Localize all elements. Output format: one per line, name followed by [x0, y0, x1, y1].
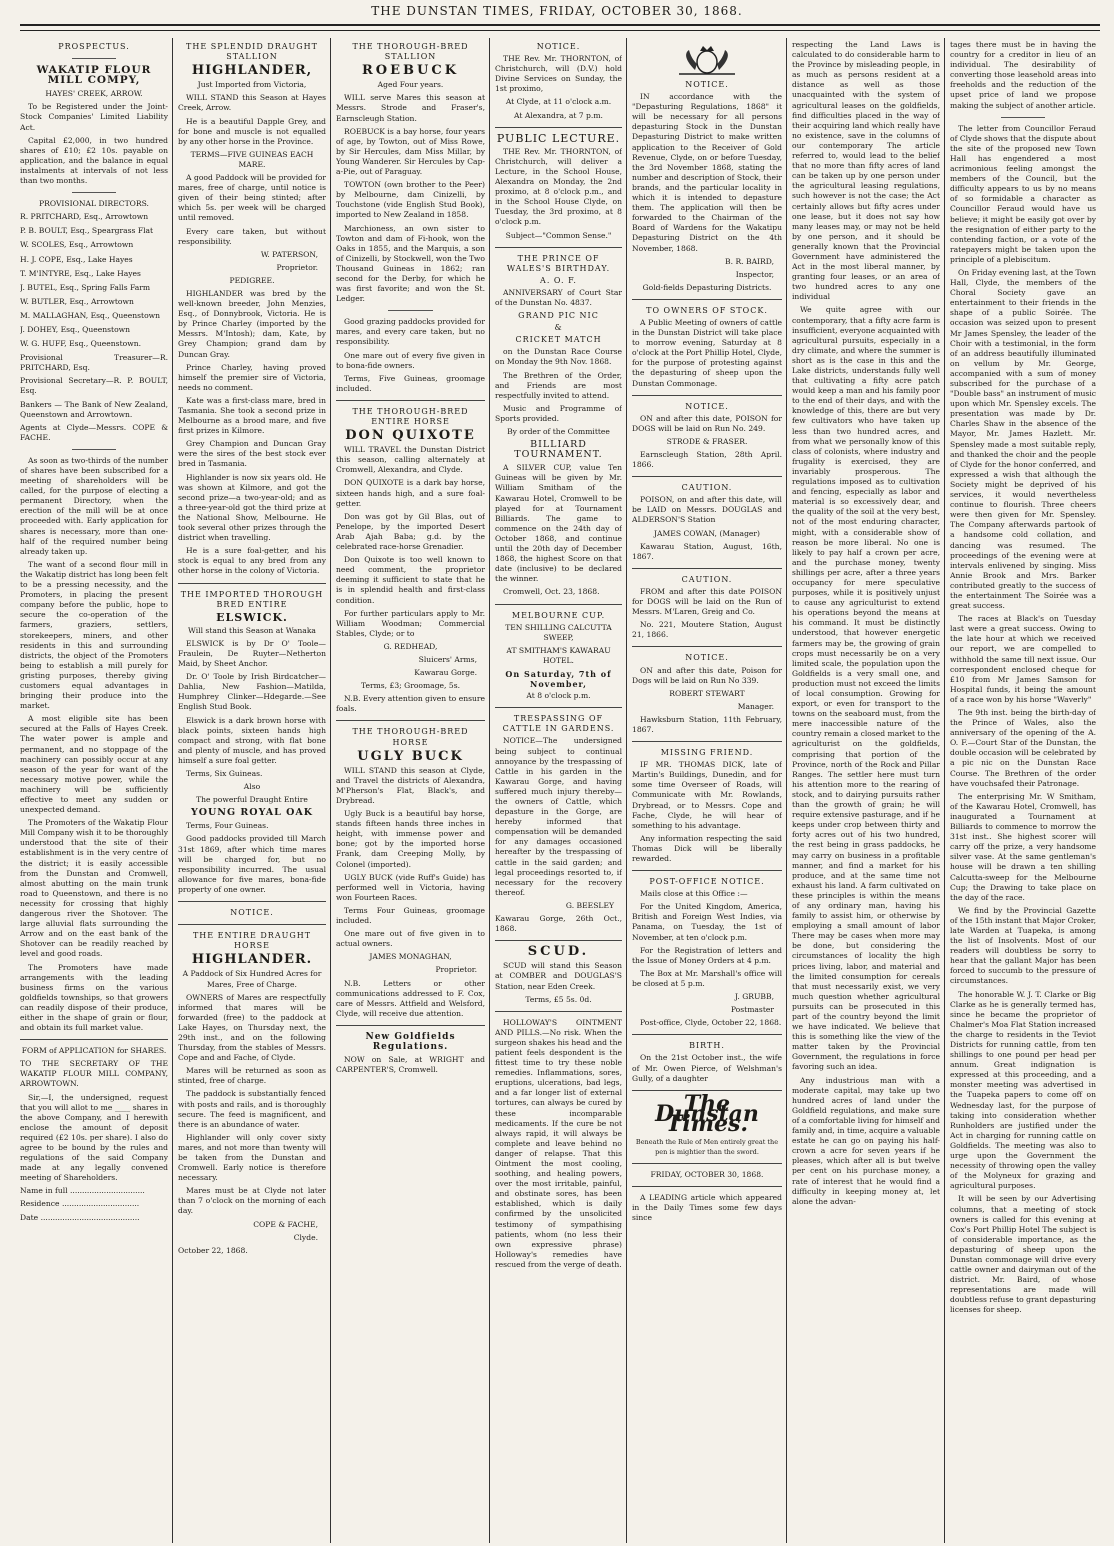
- divider: [336, 400, 485, 401]
- divider: [20, 1039, 168, 1040]
- scud-terms: Terms, £5 5s. 0d.: [525, 994, 592, 1004]
- editorial-paragraph: respecting the Land Laws is calculated to do considerable harm to the Province by misleading people, in as much as persons resident at a distance as well as those unacquainted with the system of agricultural leases on the goldfields, find difficulties placed in the way of their acquiring land which really have no existence, save in the columns of our contemporary The article referred to, would lead to the belief that no more than fifty acres of land can be taken up by one person under the agricultural leasing regulations, such however is not the case; the Act certainly allows but fifty acres under one lease, but it does not say how many leases may, or may not be held by one person, and it should be generally known that the Provincial Government have administered the Act in the most liberal manner, by granting four leases, or an area of two hundred acres to any one individual: [792, 40, 940, 302]
- ad-signature: COPE & FACHE,: [253, 1219, 318, 1229]
- ad-also: Also: [243, 782, 261, 792]
- ad-note: N.B. Letters or other communications addressed to F. Cox, care of Messrs. Attfield and Welsford, Clyde, will receive due attention.: [336, 978, 485, 1018]
- trespass-date: Kawarau Gorge, 26th Oct., 1868.: [495, 914, 622, 934]
- divider: [178, 924, 326, 925]
- column-3: [336, 40, 485, 1540]
- prospectus-paragraph: The Promoters have made arrangements with the leading business firms on the various goldfields townships, so that growers can readily dispose of their produce, either in the shape of grain or flour, and obtain its full market value.: [20, 962, 168, 1033]
- ad-kicker: THE THOROUGH-BRED ENTIRE HORSE: [352, 406, 469, 426]
- divider: [495, 707, 622, 708]
- ad-paragraph: Good grazing paddocks provided for mares, and every care taken, but no responsibility.: [336, 317, 485, 347]
- ad-date: October 22, 1868.: [178, 1245, 248, 1255]
- ad-title: HIGHLANDER.: [191, 952, 313, 968]
- missing-paragraph: IF MR. THOMAS DICK, late of Martin's Buildings, Dunedin, and for some time Overseer of Roads, will Communicate with Mr. Rowlands, Drybread, or to Messrs. Cope and Fache, Clyde, he will hear of something to his advantage.: [632, 760, 782, 830]
- column-2: [178, 40, 326, 1540]
- ad-paragraph: Mares must be at Clyde not later than 7 o'clock on the morning of each day.: [178, 1186, 326, 1216]
- cup-date: On Saturday, 7th of November,: [505, 668, 612, 690]
- director: P. B. BOULT, Esq., Speargrass Flat: [20, 226, 154, 236]
- column-divider: [786, 38, 787, 1543]
- event-title: THE PRINCE OF WALES'S BIRTHDAY.: [506, 253, 611, 273]
- pedigree-heading: PEDIGREE.: [229, 275, 275, 285]
- poison-paragraph: ON and after this date, Poison for Dogs will be laid on Run No 339.: [632, 665, 782, 685]
- event-paragraph: Music and Programme of Sports provided.: [495, 403, 622, 423]
- ad-subtitle: A Paddock of Six Hundred Acres for Mares, Free of Charge.: [182, 969, 322, 989]
- ad-paragraph: HIGHLANDER was bred by the well-known breeder, John Menzies, Esq., of Donnybrook, Victoria. He is by Prince Charley (imported by the Messrs. M'Intosh); dam, Kate, by Grey Champion; grand dam by Duncan Gray.: [178, 288, 326, 359]
- company-intro: To be Registered under the Joint-Stock Companies' Limited Liability Act.: [20, 102, 168, 132]
- form-name-field: Name in full ...............................: [20, 1186, 145, 1196]
- ad-paragraph: Kate was a first-class mare, bred in Tasmania. She took a second prize in Melbourne as a brood mare, and five first prizes in Kilmore.: [178, 395, 326, 436]
- ad-subtitle: Just Imported from Victoria,: [197, 80, 307, 90]
- holloway-paragraph: HOLLOWAY'S OINTMENT AND PILLS.—No risk. When the surgeon shakes his head and the patient feels despondent is the fittest time to try these noble remedies. Inflammations, sores, eruptions, ulcerations, bad legs, and a far longer list of external tortures, can always be cured by these incomparable medicaments. If the cure be not always rapid, it will always be complete and leave behind no danger of relapse. That this Ointment the most cooling, soothing, and healing powers, over the most irritable, painful, and obstinate sores, has been established, which is daily confirmed by the unsolicited testimony of sympathising patients, whom (no less their own expressive phrase) Holloway's remedies have rescued from the verge of death.: [495, 1017, 622, 1269]
- director: W. BUTLER, Esq., Arrowtown: [20, 296, 134, 306]
- ad-signature: W. PATERSON,: [260, 249, 318, 259]
- prospectus-paragraph: The Promoters of the Wakatip Flour Mill Company wish it to be thoroughly understood that the site of their establishment is in the very centre of the district; it is easily accessible from the Dunstan and Cromwell, almost abutting on the main trunk road to Queenstown, and there is no necessity for crossing that highly dangerous river the Shotover. The large alluvial flats surrounding the Arrow and on the east bank of the Shotover can be readily reached by level and good roads.: [20, 818, 168, 959]
- ad-paragraph: WILL serve Mares this season at Messrs. Strode and Fraser's, Earnscleugh Station.: [336, 93, 485, 123]
- ad-paragraph: WILL STAND this season at Clyde, and Travel the districts of Alexandra, M'Pherson's Flat, Black's, and Drybread.: [336, 765, 485, 805]
- poison-signature-role: Manager.: [737, 701, 774, 711]
- divider: [632, 1186, 782, 1187]
- column-divider: [489, 38, 490, 1543]
- ad-paragraph: Prince Charley, having proved himself the premier sire of Victoria, needs no comment.: [178, 362, 326, 392]
- ad-also-detail: The powerful Draught Entire: [196, 795, 308, 805]
- divider: [72, 449, 116, 450]
- column-5: [632, 40, 782, 1540]
- ad-terms: Terms, £3; Groomage, 5s.: [360, 681, 461, 691]
- post-office-signature-role: Postmaster: [730, 1005, 774, 1015]
- form-date-field: Date .........................................: [20, 1212, 140, 1222]
- notice-signature-role: Inspector,: [735, 269, 774, 279]
- ad-paragraph: Elswick is a dark brown horse with black points, sixteen hands high compact and strong, with flat bone and plenty of muscle, and has proved himself a sure foal getter.: [178, 715, 326, 765]
- ad-kicker: THE THOROUGH-BRED HORSE: [352, 727, 469, 747]
- ad-paragraph: A good Paddock will be provided for mares, free of charge, until notice is given of their being stinted; after which 5s. per week will be charged until removed.: [178, 173, 326, 223]
- ad-paragraph: Every care taken, but without responsibility.: [178, 226, 326, 246]
- editorial-paragraph: Any industrious man with a moderate capital, may take up two hundred acres of land under the Goldfield regulations, and make sure of a comfortable living for himself and family and, in time, acquire a valuable estate he can go on paying his half-crown a acre for seven years if he pleases, which after all is but twelve per cent on his purchase money, a rate of interest that he would find a difficulty in keeping money at, let alone the advan-: [792, 1075, 940, 1206]
- column-1: [20, 40, 168, 1540]
- billiard-paragraph: A SILVER CUP, value Ten Guineas will be given by Mr. William Smitham of the Kawarau Hotel, Cromwell to be played for at Tournament Billiards. The game to commence on the 24th day of October 1868, and continue until the 20th day of December 1868, the highest Score on that date (inclusive) to be declared the winner.: [495, 463, 622, 584]
- column-divider: [172, 38, 173, 1543]
- column-7: [950, 40, 1096, 1540]
- agents: Agents at Clyde—Messrs. COPE & FACHE.: [20, 422, 168, 442]
- divider: [632, 870, 782, 871]
- ad-terms: TERMS—FIVE GUINEAS EACH MARE.: [190, 149, 314, 169]
- notice-heading: NOTICE.: [536, 42, 581, 51]
- notice-paragraph: IN accordance with the "Depasturing Regulations, 1868" it will be necessary for all persons depasturing Stock in the Dunstan Depasturing District to make written application to the Receiver of Gold Revenue, Clyde, on or before Tuesday, the 3rd November 1868, stating the number and description of Stock, their brands, and the particular locality in which it is intended to depasture them. The application will then be forwarded to the Chairman of the Board of Wardens for the Wakatipu Depasturing District on the 4th November, 1868.: [632, 92, 782, 253]
- event-title: GRAND PIC NIC: [518, 311, 599, 321]
- ad-terms: Terms, Six Guineas.: [186, 769, 263, 778]
- divider: [632, 568, 782, 569]
- ad-paragraph: Highlander will only cover sixty mares, and not more than twenty will be taken from the Dunstan and Cromwell. Early notice is therefore necessary.: [178, 1132, 326, 1183]
- cup-line: AT SMITHAM'S KAWARAU HOTEL.: [506, 645, 611, 665]
- column-6: [792, 40, 940, 1540]
- ad-kicker: THE SPLENDID DRAUGHT STALLION: [186, 42, 318, 62]
- page-header: [0, 0, 1114, 22]
- news-paragraph: It will be seen by our Advertising columns, that a meeting of stock owners is called for this evening at Cox's Port Phillip Hotel The subject is of considerable importance, as the depasturing of sheep upon the Dunstan commonage will drive every cattle owner and dairyman out of the district. Mr. Baird, of whose representations are made will doubtless refuse to grant depasturing licenses for sheep.: [950, 1194, 1096, 1315]
- ad-kicker: THE ENTIRE DRAUGHT HORSE: [192, 931, 312, 951]
- divider: [632, 646, 782, 647]
- ad-paragraph: WILL TRAVEL the Dunstan District this season, calling alternately at Cromwell, Alexandra, and Clyde.: [336, 445, 485, 475]
- ad-title: YOUNG ROYAL OAK: [190, 807, 314, 819]
- ad-paragraph: OWNERS of Mares are respectfully informed that mares will be forwarded (free) to the paddock at Lake Hayes, on Thursday next, the 29th inst., and on the following Thursday, from the stables of Messrs. Cope and and Fache, of Clyde.: [178, 992, 326, 1063]
- ad-paragraph: Ugly Buck is a beautiful bay horse, stands fifteen hands three inches in height, with immense power and bone; got by the imported horse Frank, dam Creeping Molly, by Colonel (imported).: [336, 809, 485, 869]
- column-divider: [330, 38, 331, 1543]
- editorial-paragraph: We quite agree with our contemporary, that a fifty acre farm is insufficient, everyone acquainted with agricultural pursuits, especially in a dry climate, and where the summer is short as is the case in this and the Lake districts, understands fully well that cultivating a fifty acre patch would keep a man and his family poor to the end of their days, and with the knowledge of this, there are but very few cultivators who have taken up less than two hundred acres, and from what we personally know of this class of colonists, where industry and frugality is exercised, they are invariably prosperous. The regulations imposed as to cultivation and fencing, especially as labor and material is so excessively dear, and the quality of the soil at the very best, not of the most enduring character, might, with a considerable show of reason be more liberal. No one is likely to pay half a crown per acre, and the purchase money, twenty shillings per acre, after a three years occupancy for mere speculative purposes, while it is positively unjust to cause any agriculturist to extend his operations beyond the means at his command. It must be distinctly understood, that however energetic farmers may be, the growing of grain crops must necessarily be on a very limited scale, the population upon the Goldfields is a very small one, and production must not exceed the limits of local consumption. Growing for export, or even for transport to the towns on the seaboard must, from the mere inaccessible nature of the country remain a closed market to the agriculturist on the goldfields, comprising that portion of the Province, north of the Rock and Pillar Ranges. The settler here must turn his attention more to the rearing of stock, and to dairying pursuits rather than the growth of grain; he will require extensive pasturage, and if he keeps under crop between thirty and forty acres out of his two hundred, the rest being in grass paddocks, he may carry on business in a profitable manner, and find a market for his produce, and at the same time not exhaust his land. A farm cultivated on these principles is within the means of any ordinary man, having his family to assist him, or otherwise by employing a small amount of labor There may be cases when more may be done, but considering the circumstances of locality the high prices living, labor, and material and the limited consumption for cereals that must necessarily exist, we very much question whether agricultural pursuits can be prosecuted in this part of the country beyond the limit we have indicated. We believe that this is something like the view of the matter taken by the Provincial Government, the regulations in force favoring such an idea.: [792, 305, 940, 1072]
- director: J. DOHEY, Esq., Queenstown: [20, 324, 131, 334]
- treasurer: Provisional Treasurer—R. PRITCHARD, Esq.: [20, 353, 168, 373]
- director: R. PRITCHARD, Esq., Arrowtown: [20, 212, 149, 222]
- lecture-paragraph: THE Rev. Mr. THORNTON, of Christchurch, will deliver a Lecture, in the School House, Alexandra on Monday, the 2nd proximo, at 8 o'clock p.m., and in the School House Clyde, on Tuesday, the 3rd proximo, at 8 o'clock p.m.: [495, 146, 622, 227]
- directors-heading: PROVISIONAL DIRECTORS.: [39, 199, 149, 209]
- divider: [632, 395, 782, 396]
- notice-signature-dept: Gold-fields Depasturing Districts.: [642, 282, 772, 292]
- ad-terms: Terms Four Guineas, groomage included.: [336, 905, 485, 926]
- form-residence-field: Residence ................................: [20, 1199, 140, 1209]
- news-paragraph: We find by the Provincial Gazette of the 15th instant that Major Croker, late Warden at Tuapeka, is among the list of Insolvents. Most of our readers will doubtless be sorry to hear that the gallant Major has been forced to succumb to the pressure of circumstances.: [950, 905, 1096, 986]
- ad-paragraph: Mares will be returned as soon as stinted, free of charge.: [178, 1066, 326, 1086]
- ad-paragraph: He is a beautiful Dapple Grey, and for bone and muscle is not equalled by any other horse in the Province.: [178, 116, 326, 146]
- ad-paragraph: For further particulars apply to Mr. William Woodman; Commercial Stables, Clyde; or to: [336, 608, 485, 638]
- notice-paragraph: THE Rev. Mr. THORNTON, of Christchurch, will (D.V.) hold Divine Services on Sunday, the 1st proximo,: [495, 54, 622, 94]
- cup-title: MELBOURNE CUP.: [511, 610, 606, 620]
- masthead-motto: Beneath the Rule of Men entirely great the pen is mightier than the sword.: [635, 1137, 779, 1157]
- secretary: Provisional Secretary—R. P. BOULT, Esq.: [20, 376, 168, 396]
- crest-notice: NOTICE.: [685, 80, 729, 89]
- news-paragraph: On Friday evening last, at the Town Hall, Clyde, the members of the Choral Society gave an entertainment to their friends in the shape of a public Soirée. The occasion was seized upon to present Mr James Spensley, the leader of the Choir with a testimonial, in the form of an address beautifully illuminated on vellum by Mr. George, accompanied with a sum of money subscribed for the purchase of a "Double bass" an instrument of music upon which Mr. Spensley excels. The presentation was made by Dr. Charles Shaw in the absence of the Mayor, Mr. James Hazlett. Mr. Spensley made a most suitable reply, and thanked the choir and the people of Clyde for the honor conferred, and expressed a wish that although the Society might be deprived of his services, it would nevertheless continue to flourish. Three cheers were then given for Mr. Spensley. The Company afterwards partook of a handsome cold collation, and dancing was resumed. The proceedings of the evening were at intervals enlivened by singing. Miss Annie Brook and Mrs. Barker contributed greatly to the success of the entertainment The Soirée was a great success.: [950, 267, 1096, 611]
- post-office-title: POST-OFFICE NOTICE.: [649, 877, 765, 887]
- ad-title: ELSWICK.: [216, 610, 288, 624]
- ad-title: New Goldfields Regulations.: [365, 1031, 456, 1052]
- director: J. BUTEL, Esq., Spring Falls Farm: [20, 282, 151, 292]
- ad-paragraph: Dr. O' Toole by Irish Birdcatcher—Dahlia, New Fashion—Matilda, Humphrey Clinker—Hdegarde.—See English Stud Book.: [178, 672, 326, 712]
- poison-date: No. 221, Moutere Station, August 21, 1866.: [632, 620, 782, 640]
- prospectus-paragraph: As soon as two-thirds of the number of shares have been subscribed for a meeting of shareholders will be called, for the purpose of electing a permanent Directory, when the erection of the mill will be at once proceeded with. Early application for shares is necessary, more than one-half of the required number being already taken up.: [20, 455, 168, 556]
- divider: [72, 58, 116, 59]
- prospectus-paragraph: A most eligible site has been secured at the Falls of Hayes Creek. The water power is ample and permanent, and no stoppage of the machinery can possibly occur at any season of the year for want of the necessary motive power, while the machinery will be sufficiently effective to meet any sudden or unexpected demand.: [20, 714, 168, 815]
- ad-kicker: THE IMPORTED THOROUGH BRED ENTIRE: [180, 589, 324, 609]
- divider: [495, 127, 622, 128]
- news-paragraph: The letter from Councillor Feraud of Clyde shows that the dispute about the site of the proposed new Town Hall has engendered a most acrimonious feeling amongst the members of the Council, but the difficulty appears to us by no means of so formidable a character as Councillor Feraud would have us believe; it might be easily got over by the resignation of either party to the contending faction, or a vote of the ratepayers might be taken upon the principle of a plebiscitum.: [950, 123, 1096, 264]
- ad-paragraph: UGLY BUCK (vide Ruff's Guide) has performed well in Victoria, having won Fourteen Races.: [336, 872, 485, 902]
- divider: [1001, 117, 1045, 118]
- column-divider: [626, 38, 627, 1543]
- header-rule-thin: [20, 30, 1100, 31]
- divider: [632, 476, 782, 477]
- poison-date: Hawksburn Station, 11th February, 1867.: [632, 714, 782, 734]
- company-title: WAKATIP FLOUR MILL COMPY,: [36, 64, 152, 87]
- form-heading: FORM of APPLICATION for SHARES.: [21, 1046, 167, 1056]
- news-paragraph: The 9th inst. being the birth-day of the Prince of Wales, also the anniversary of the opening of the A. O. F.—Court Star of the Dunstan, the double occasion will be celebrated by a pic nic on the Dunstan Race Course. The Brethren of the order have vouchsafed their Patronage.: [950, 708, 1096, 788]
- ad-terms: Terms, Four Guineas.: [186, 821, 269, 831]
- post-office-line: Mails close at this Office :—: [640, 889, 748, 899]
- ad-subtitle: Aged Four years.: [377, 80, 444, 90]
- ad-signature-role: Proprietor.: [276, 262, 318, 272]
- cup-time: At 8 o'clock p.m.: [526, 691, 591, 701]
- poison-signature: STRODE & FRASER.: [666, 436, 748, 446]
- ad-signature-place: Clyde.: [293, 1232, 318, 1242]
- ad-paragraph: Don was got by Gil Blas, out of Penelope, by the imported Desert Arab Ajah Baba; g.d. by the celebrated race-horse Grenadier.: [336, 511, 485, 552]
- stock-paragraph: A Public Meeting of owners of cattle in the Dunstan District will take place to morrow evening, Saturday at 8 o'clock at the Port Phillip Hotel, Clyde, for the purpose of protesting against the depasturing of sheep upon the Dunstan Commonage.: [632, 317, 782, 388]
- event-amp: &: [554, 323, 563, 333]
- ad-signature-role: Proprietor.: [435, 965, 477, 975]
- ad-title: ROEBUCK: [361, 63, 459, 79]
- divider: [336, 1025, 485, 1026]
- birth-title: BIRTH.: [689, 1041, 725, 1051]
- poison-signature: ROBERT STEWART: [669, 688, 745, 698]
- divider: [495, 940, 622, 941]
- event-paragraph: The Brethren of the Order, and Friends are most respectfully invited to attend.: [495, 370, 622, 400]
- divider: [495, 604, 622, 605]
- poison-date: Earnscleugh Station, 28th April. 1866.: [632, 450, 782, 470]
- director: W. G. HUFF, Esq., Queenstown.: [20, 339, 141, 349]
- cup-line: TEN SHILLING CALCUTTA SWEEP,: [505, 622, 612, 642]
- ad-title: HIGHLANDER,: [191, 63, 313, 79]
- bankers: Bankers — The Bank of New Zealand, Queenstown and Arrowtown.: [20, 399, 168, 419]
- masthead: The Dunstan Times.: [655, 1090, 759, 1137]
- event-paragraph: on the Dunstan Race Course on Monday the 9th Nov. 1868.: [495, 347, 622, 367]
- divider: [632, 1163, 782, 1164]
- ad-paragraph: WILL STAND this Season at Hayes Creek, Arrow.: [178, 93, 326, 113]
- billiard-date: Cromwell, Oct. 23, 1868.: [503, 587, 600, 597]
- editorial-paragraph: A LEADING article which appeared in the Daily Times some few days since: [632, 1193, 782, 1223]
- company-place: HAYES' CREEK, ARROW.: [45, 89, 143, 99]
- ad-paragraph: Good paddocks provided till March 31st 1869, after which time mares will be charged for, but no responsibility incurred. The usual allowance for five mares, bona-fide property of one owner.: [178, 834, 326, 894]
- post-office-line: The Box at Mr. Marshall's office will be closed at 5 p.m.: [632, 968, 782, 988]
- ad-signature-place: Kawarau Gorge.: [414, 668, 477, 678]
- dateline: FRIDAY, OCTOBER 30, 1868.: [650, 1170, 764, 1180]
- ad-note: N.B. Every attention given to ensure foals.: [336, 694, 485, 714]
- divider: [336, 720, 485, 721]
- ad-signature: G. REDHEAD,: [383, 641, 438, 651]
- poison-paragraph: FROM and after this date POISON for DOGS will be laid on the Run of Messrs. M'Laren, Greig and Co.: [632, 586, 782, 617]
- billiard-title: BILLIARD TOURNAMENT.: [514, 439, 603, 461]
- ad-paragraph: ROEBUCK is a bay horse, four years of age, by Towton, out of Miss Rowe, by Sir Hercules, dam Miss Millar, by Young Wanderer. Sir Hercules by Cap-a-Pie, out of Paraguay.: [336, 126, 485, 177]
- ad-title: UGLY BUCK: [357, 748, 464, 764]
- lecture-title: PUBLIC LECTURE.: [496, 131, 621, 145]
- stock-title: TO OWNERS OF STOCK.: [646, 305, 768, 315]
- ad-signature: JAMES MONAGHAN,: [369, 952, 452, 962]
- ad-paragraph: The paddock is substantially fenced with posts and rails, and is thoroughly secure. The feed is magnificent, and there is an abundance of water.: [178, 1089, 326, 1129]
- divider: [178, 583, 326, 584]
- ad-paragraph: Grey Champion and Duncan Gray were the sires of the best stock ever bred in Tasmania.: [178, 439, 326, 469]
- ad-paragraph: Don Quixote is too well known to need comment, the proprietor deeming it sufficient to state that he is in splendid health and first-class condition.: [336, 555, 485, 605]
- director: T. M'INTYRE, Esq., Lake Hayes: [20, 268, 141, 278]
- ad-paragraph: DON QUIXOTE is a dark bay horse, sixteen hands high, and a sure foal-getter.: [336, 478, 485, 508]
- poison-date: Kawarau Station, August, 16th, 1867.: [632, 541, 782, 561]
- divider: [178, 901, 326, 902]
- divider: [495, 247, 622, 248]
- column-4: [495, 40, 622, 1540]
- notice-line: At Clyde, at 11 o'clock a.m.: [505, 97, 612, 107]
- notice-heading: NOTICE.: [685, 401, 729, 411]
- divider: [388, 310, 433, 311]
- news-paragraph: The enterprising Mr. W Smitham, of the Kawarau Hotel, Cromwell, has inaugurated a Tournament at Billiards to commence to morrow the 31st inst.. She highest scorer will carry off the prize, a very handsome silver vase. At the same gentleman's house will be drawn a ten shilling Calcutta-sweep for the Melbourne Cup; the Drawing to take place on the day of the race.: [950, 791, 1096, 902]
- divider: [72, 192, 116, 193]
- scud-paragraph: SCUD will stand this Season at COMBER and DOUGLAS'S Station, near Eden Creek.: [495, 961, 622, 991]
- ad-paragraph: TOWTON (own brother to the Peer) by Melbourne, dam Cinizelli, by Touchstone (vide English Stud Book), imported to New Zealand in 1858.: [336, 180, 485, 220]
- divider: [632, 1034, 782, 1035]
- ad-paragraph: Marchioness, an own sister to Towton and dam of Fi-hook, won the Oaks in 1855, and the Marquis, a son of Cinizelli, by Stockwell, won the Two Thousand Guineas in 1862; ran second for the Derby, for which he was first favorite; and won the St. Ledger.: [336, 223, 485, 304]
- poison-paragraph: POISON, on and after this date, will be LAID on Messrs. DOUGLAS and ALDERSON'S Station: [632, 495, 782, 525]
- header-rule: [20, 24, 1100, 26]
- prospectus-label: PROSPECTUS.: [58, 42, 130, 51]
- post-office-date: Post-office, Clyde, October 22, 1868.: [640, 1018, 782, 1028]
- poison-paragraph: ON and after this date, POISON for DOGS will be laid on Run No. 249.: [632, 413, 782, 433]
- ad-terms: Terms, Five Guineas, groomage included.: [336, 373, 485, 393]
- news-paragraph: The races at Black's on Tuesday last were a great success. Owing to the late hour at which we received our report, we are compelled to withhold the same till next issue. Our correspondent enclosed cheque for £10 from Mr James Samson for Hospital funds, it being the amount of a race won by his horse "Waverly": [950, 614, 1096, 704]
- post-office-signature: J. GRUBB,: [734, 992, 774, 1002]
- notice-heading: NOTICE.: [685, 653, 729, 663]
- caution-heading: CAUTION.: [681, 483, 733, 493]
- divider: [632, 299, 782, 300]
- caution-heading: CAUTION.: [681, 574, 733, 584]
- divider: [495, 1011, 622, 1012]
- editorial-paragraph: tages there must be in having the country for a creditor in lieu of an individual. The desirability of converting those leasehold areas into freeholds and the reduction of the upset price of land we propose making the subject of another article.: [950, 40, 1096, 110]
- ad-paragraph: Highlander is now six years old. He was shown at Kilmore, and got the second prize—a two-year-old; and as a three-year-old got the third prize at the National Show, Melbourne. He took several other prizes through the district when travelling.: [178, 472, 326, 543]
- event-paragraph: ANNIVERSARY of Court Star of the Dunstan No. 4837.: [495, 287, 622, 307]
- header-text: THE DUNSTAN TIMES, FRIDAY, OCTOBER 30, 1868.: [371, 4, 743, 18]
- ad-subtitle: Will stand this Season at Wanaka: [188, 625, 316, 635]
- prospectus-paragraph: The want of a second flour mill in the Wakatip district has long been felt to be a pressing necessity, and the Promoters, in placing the present company before the public, hope to secure the co-operation of the farmers, graziers, settlers, storekeepers, miners, and other residents in this and surrounding districts, the object of the Promoters being to establish a mill purely for gristing purposes, thereby giving customers equal advantages in bringing their produce into the market.: [20, 559, 168, 711]
- form-addressee: TO THE SECRETARY OF THE WAKATIP FLOUR MILL COMPANY, ARROWTOWN.: [20, 1059, 168, 1089]
- trespass-title: TRESPASSING OF CATTLE IN GARDENS.: [502, 714, 615, 734]
- ad-title: DON QUIXOTE: [345, 428, 476, 444]
- event-title: CRICKET MATCH: [515, 335, 602, 345]
- column-divider: [944, 38, 945, 1543]
- missing-paragraph: Any information respecting the said Thomas Dick will be liberally rewarded.: [632, 833, 782, 863]
- director: W. SCOLES, Esq., Arrowtown: [20, 240, 134, 250]
- trespass-signature: G. BEESLEY: [565, 900, 614, 910]
- director: H. J. COPE, Esq., Lake Hayes: [20, 254, 133, 264]
- notice-signature: B. R. BAIRD,: [725, 256, 774, 266]
- event-signoff: By order of the Committee: [507, 427, 610, 436]
- event-org: A. O. F.: [540, 275, 577, 285]
- form-body: Sir,—I, the undersigned, request that you will allot to me ____ shares in the above Company, and I herewith enclose the amount of deposit required (£2 10s. per share). I also do agree to be bound by the rules and regulations of the said Company made at any legally convened meeting of Shareholders.: [20, 1092, 168, 1183]
- ad-paragraph: NOW on Sale, at WRIGHT and CARPENTER'S, Cromwell.: [336, 1055, 485, 1075]
- trespass-paragraph: NOTICE—The undersigned being subject to continual annoyance by the trespassing of Cattle in his garden in the Kawarau Gorge, and having suffered much injury thereby—the owners of Cattle, which depasture in the Gorge, are hereby informed that compensation will be demanded for any damages occasioned hereafter by the trespassing of cattle in the said garden; and legal proceedings resorted to, if necessary for the recovery thereof.: [495, 736, 622, 897]
- scud-title: SCUD.: [527, 944, 590, 960]
- ad-kicker: THE THOROUGH-BRED STALLION: [352, 42, 469, 62]
- poison-signature: JAMES COWAN, (Manager): [653, 528, 761, 538]
- royal-crest-icon: [667, 44, 747, 78]
- ad-paragraph: One mare out of five given in to actual owners.: [336, 929, 485, 949]
- post-office-line: For the Registration of letters and the Issue of Money Orders at 4 p.m.: [632, 945, 782, 965]
- post-office-line: For the United Kingdom, America, British and Foreign West Indies, via Panama, on Tuesday, the 1st of November, at ten o'clock p.m.: [632, 902, 782, 942]
- ad-signature-line: Sluicers' Arms,: [418, 654, 477, 664]
- news-paragraph: The honorable W. J. T. Clarke or Big Clarke as he is generally termed has, since he became the proprietor of Chalmer's Moa Flat Station increased the charge to residents in the Teviot Districts for running cattle, from ten shillings to one pound per head per annum. Great indignation is expressed at this proceeding, and a monster meeting was advertised in the Tuapeka papers to come off on Wednesday last, for the purpose of taking into consideration whether Runholders are justified under the Act in charging for running cattle on Goldfields. The meeting was also to urge upon the Government the necessity of throwing open the valley of the Molyneux for grazing and agricultural purposes.: [950, 989, 1096, 1191]
- divider: [632, 741, 782, 742]
- ad-paragraph: He is a sure foal-getter, and his stock is equal to any bred from any other horse in the colony of Victoria.: [178, 546, 326, 576]
- missing-title: MISSING FRIEND.: [660, 748, 754, 758]
- notice-line: At Alexandra, at 7 p.m.: [514, 110, 603, 120]
- lecture-subject: Subject—"Common Sense.": [505, 230, 612, 240]
- ad-paragraph: ELSWICK is by Dr O' Toole—Fraulein, De Ruyter—Netherton Maid, by Sheet Anchor.: [178, 638, 326, 669]
- company-capital: Capital £2,000, in two hundred shares of £10; £2 10s. payable on application, and the balance in equal instalments at intervals of not less than two months.: [20, 135, 168, 186]
- director: M. MALLAGHAN, Esq., Queenstown: [20, 310, 161, 320]
- notice-heading: NOTICE.: [230, 908, 274, 918]
- ad-paragraph: One mare out of every five given in to bona-fide owners.: [336, 350, 485, 370]
- birth-paragraph: On the 21st October inst., the wife of Mr. Owen Pierce, of Welshman's Gully, of a daughter: [632, 1053, 782, 1083]
- directors-list: [20, 212, 168, 349]
